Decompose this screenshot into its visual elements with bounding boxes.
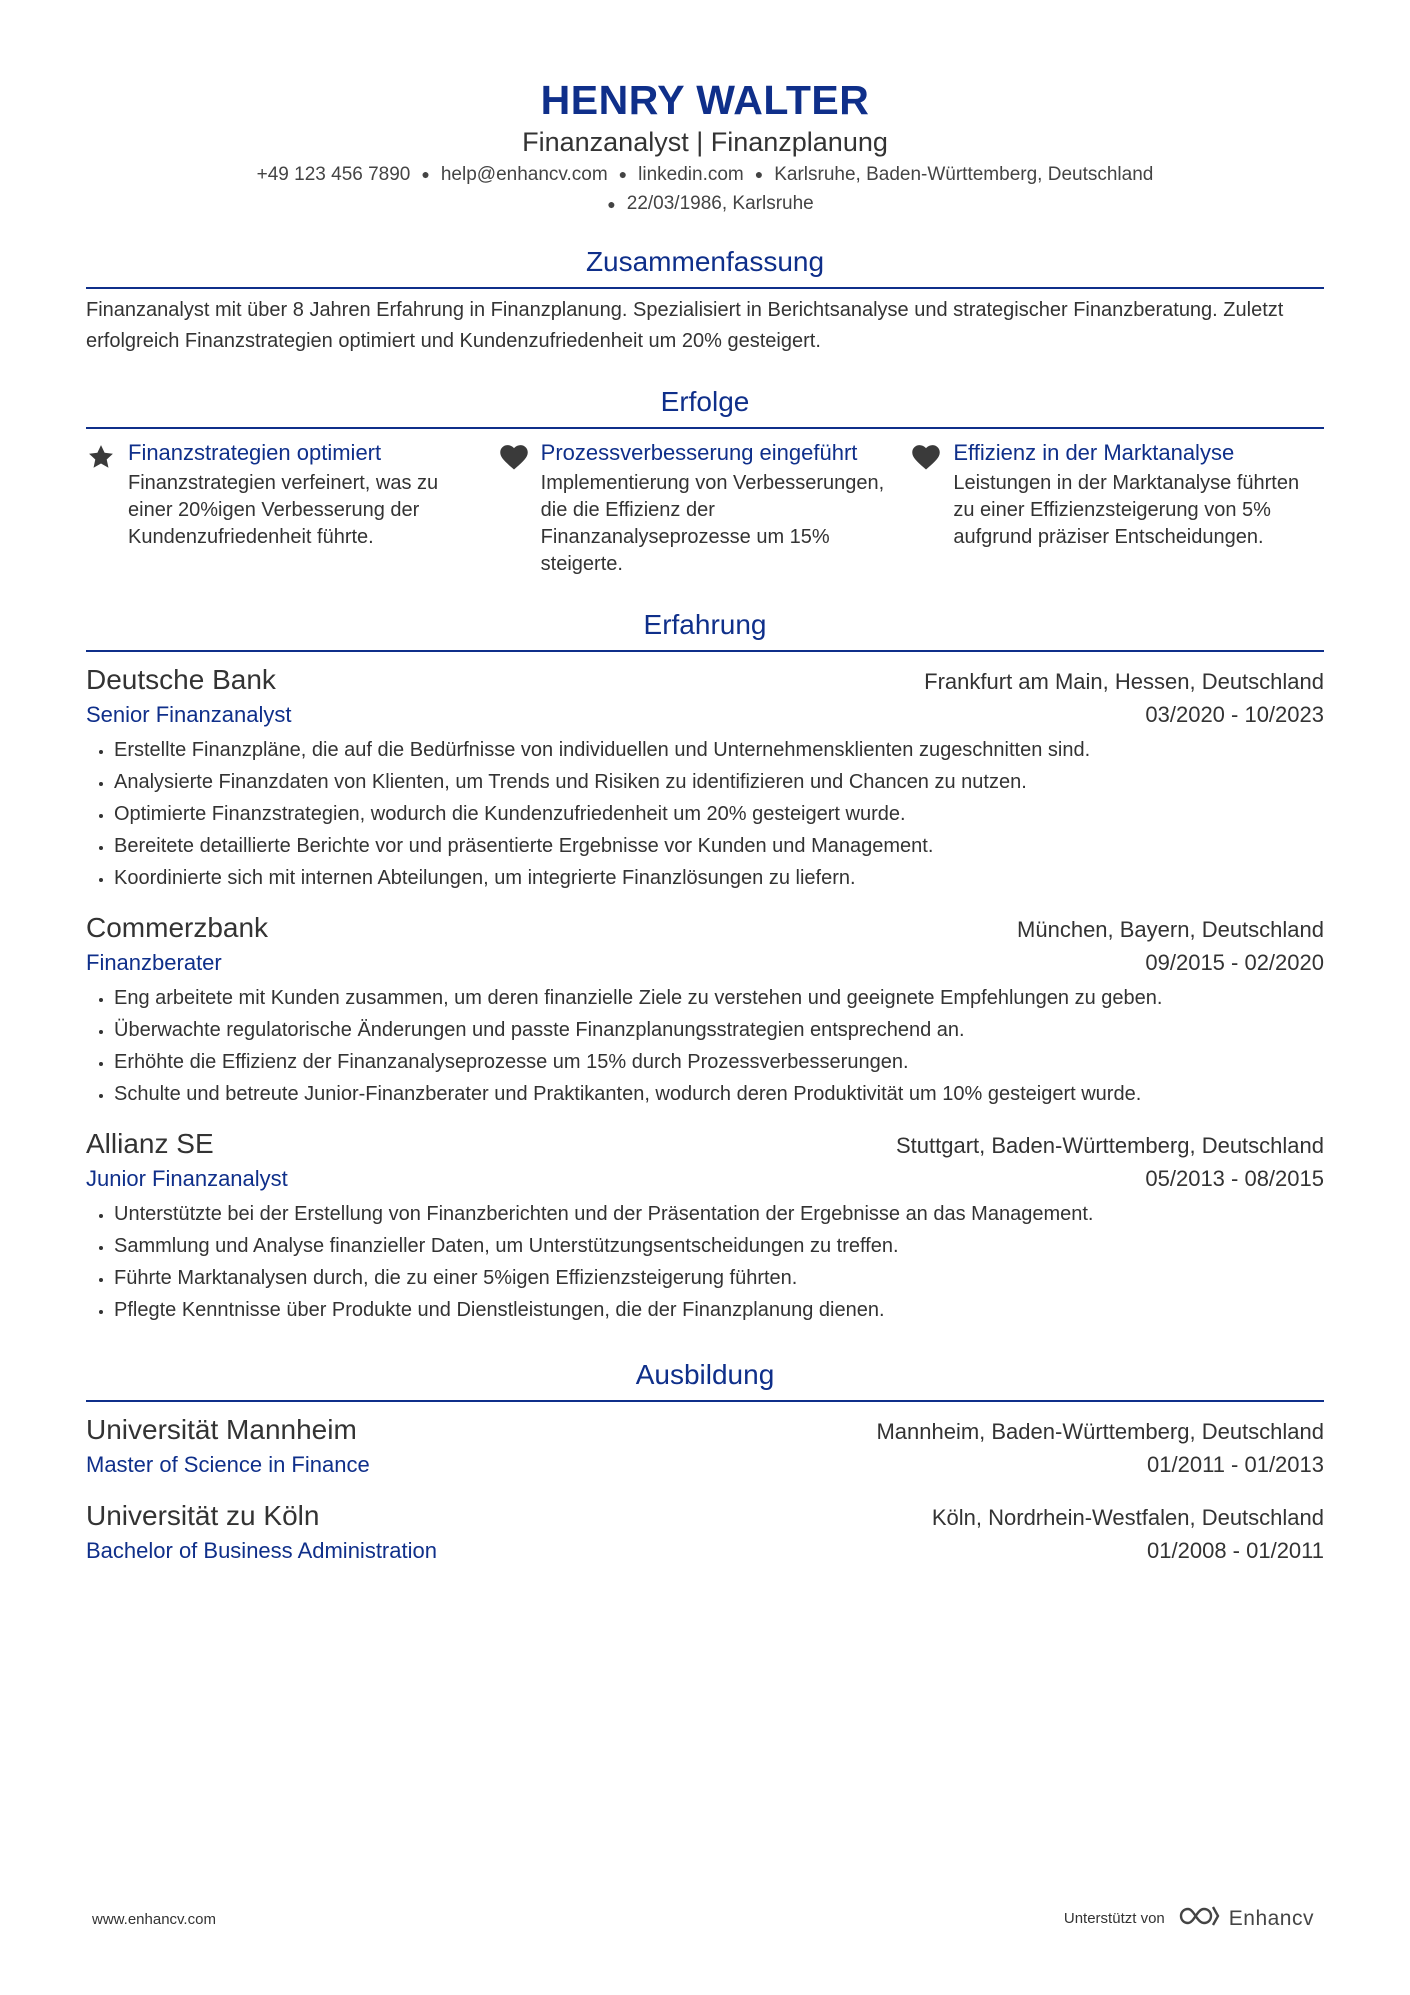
list-item: • Eng arbeitete mit Kunden zusammen, um deren finanzielle Ziele zu verstehen und geeignete Empfehlungen zu geben. [114,982,1324,1014]
job-location: München, Bayern, Deutschland [1017,916,1324,942]
job-entry [86,662,1324,894]
birth-info: 22/03/1986, Karlsruhe [626,193,814,215]
achievement-item [911,439,1324,578]
school-location: Köln, Nordrhein-Westfalen, Deutschland [931,1504,1324,1530]
list-item: • Koordinierte sich mit internen Abteilungen, um integrierte Finanzlösungen zu liefern. [114,862,1324,894]
education-entry [86,1498,1324,1568]
company-name: Commerzbank [86,911,269,943]
candidate-subtitle: Finanzanalyst | Finanzplanung [522,127,888,157]
job-role: Finanzberater [86,949,222,975]
school-name: Universität zu Köln [86,1499,320,1531]
list-item: • Erhöhte die Effizienz der Finanzanalyseprozesse um 15% durch Prozessverbesserungen. [114,1046,1324,1078]
list-item: • Schulte und betreute Junior-Finanzberater und Praktikanten, wodurch deren Produktivität um 10% gesteigert wurde. [114,1078,1324,1110]
bullet-separator: ● [618,166,628,183]
summary-text: Finanzanalyst mit über 8 Jahren Erfahrung in Finanzplanung. Spezialisiert in Berichtsanalyse und strategischer Finanzberatung. Zuletzt erfolgreich Finanzstrategien optimiert und Kundenzufriedenheit um 20% gesteigert. [86,298,1284,352]
brand-name: Enhancv [1228,1906,1314,1930]
list-item: • Überwachte regulatorische Änderungen und passte Finanzplanungsstrategien entsprechend an. [114,1014,1324,1046]
email[interactable]: help@enhancv.com [440,164,608,185]
achievement-text: Finanzstrategien verfeinert, was zu einer 20%igen Verbesserung der Kundenzufriedenheit führte. [128,471,439,548]
contact-line [86,160,1324,219]
job-location: Frankfurt am Main, Hessen, Deutschland [924,668,1324,694]
education-dates: 01/2011 - 01/2013 [1147,1451,1324,1477]
list-item: • Unterstützte bei der Erstellung von Finanzberichten und der Präsentation der Ergebnisse an das Management. [114,1198,1324,1230]
bullet-separator: ● [754,166,764,183]
achievements-section [86,385,1324,578]
company-name: Deutsche Bank [86,663,276,695]
list-item: • Erstellte Finanzpläne, die auf die Bedürfnisse von individuellen und Unternehmensklienten zugeschnitten sind. [114,734,1324,766]
job-role: Junior Finanzanalyst [86,1165,288,1191]
powered-by-label: Unterstützt von [1063,1910,1165,1927]
job-entry [86,910,1324,1110]
summary-section [86,245,1324,357]
list-item: • Analysierte Finanzdaten von Klienten, um Trends und Risiken zu identifizieren und Chancen zu nutzen. [114,766,1324,798]
heart-icon [911,439,953,578]
list-item: • Bereitete detaillierte Berichte vor und präsentierte Ergebnisse vor Kunden und Management. [114,830,1324,862]
job-location: Stuttgart, Baden-Württemberg, Deutschland [896,1132,1324,1158]
job-dates: 03/2020 - 10/2023 [1145,701,1324,727]
section-title-education: Ausbildung [86,1358,1324,1402]
degree: Bachelor of Business Administration [86,1537,437,1563]
job-bullets [86,1198,1324,1326]
achievement-item [86,439,499,578]
list-item: • Pflegte Kenntnisse über Produkte und Dienstleistungen, die der Finanzplanung dienen. [114,1294,1324,1326]
achievement-title: Prozessverbesserung eingeführt [540,439,858,465]
footer-website[interactable]: www.enhancv.com [92,1911,216,1928]
job-dates: 09/2015 - 02/2020 [1145,949,1324,975]
resume-page [86,0,1324,1568]
achievement-text: Leistungen in der Marktanalyse führten zu einer Effizienzsteigerung von 5% aufgrund präziser Entscheidungen. [953,471,1300,548]
section-title-achievements: Erfolge [86,385,1324,429]
achievement-text: Implementierung von Verbesserungen, die die Effizienz der Finanzanalyseprozesse um 15% steigerte. [540,471,885,575]
heart-icon [499,439,541,578]
list-item: • Führte Marktanalysen durch, die zu einer 5%igen Effizienzsteigerung führten. [114,1262,1324,1294]
star-icon [86,439,128,578]
school-name: Universität Mannheim [86,1413,357,1445]
job-dates: 05/2013 - 08/2015 [1145,1165,1324,1191]
company-name: Allianz SE [86,1127,214,1159]
achievements-list [86,439,1324,578]
candidate-name: HENRY WALTER [540,77,870,123]
education-section [86,1358,1324,1568]
enhancv-logo-icon [1177,1903,1221,1934]
bullet-separator: ● [607,195,616,212]
school-location: Mannheim, Baden-Württemberg, Deutschland [876,1418,1324,1444]
education-entry [86,1412,1324,1482]
achievement-title: Finanzstrategien optimiert [128,439,382,465]
section-title-experience: Erfahrung [86,608,1324,652]
job-role: Senior Finanzanalyst [86,701,292,727]
section-title-summary: Zusammenfassung [86,245,1324,289]
education-dates: 01/2008 - 01/2011 [1147,1537,1324,1563]
experience-section [86,608,1324,1326]
list-item: • Optimierte Finanzstrategien, wodurch die Kundenzufriedenheit um 20% gesteigert wurde. [114,798,1324,830]
job-entry [86,1126,1324,1326]
achievement-title: Effizienz in der Marktanalyse [953,439,1235,465]
job-bullets [86,734,1324,894]
degree: Master of Science in Finance [86,1451,370,1477]
job-bullets [86,982,1324,1110]
bullet-separator: ● [421,166,430,183]
linkedin[interactable]: linkedin.com [638,164,744,185]
list-item: • Sammlung und Analyse finanzieller Daten, um Unterstützungsentscheidungen zu treffen. [114,1230,1324,1262]
achievement-item [499,439,912,578]
location: Karlsruhe, Baden-Württemberg, Deutschland [774,164,1154,185]
footer-branding [1064,1903,1314,1934]
phone: +49 123 456 7890 [256,164,411,185]
